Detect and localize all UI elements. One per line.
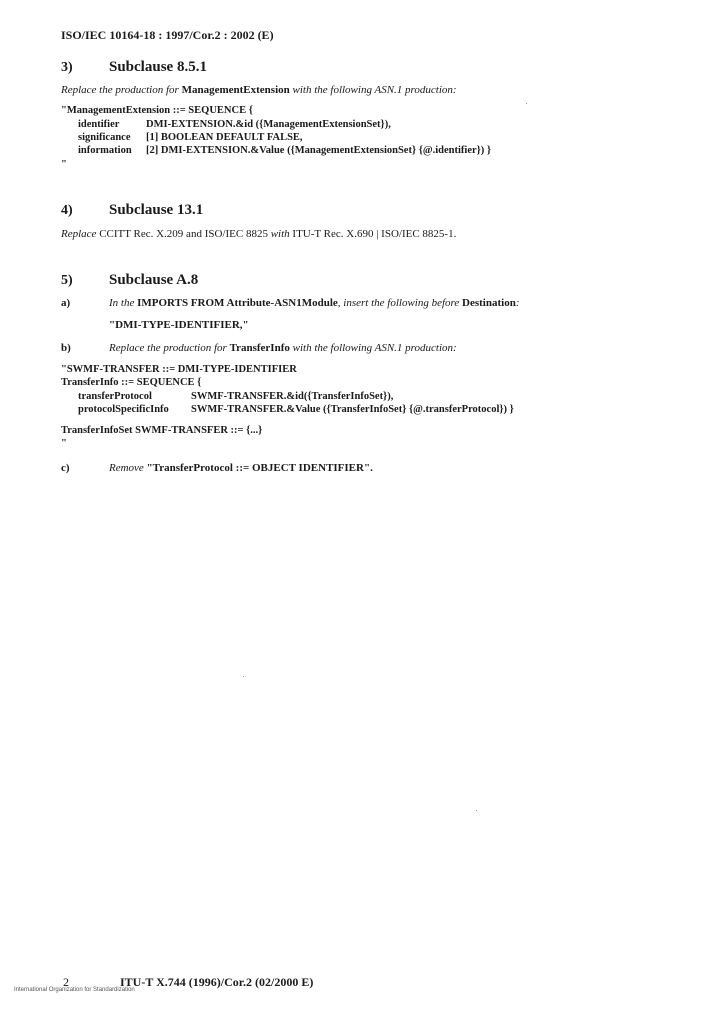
section-3-number: 3) (61, 60, 73, 75)
code-line-key: protocolSpecificInfo (78, 404, 169, 415)
code-line-key: identifier (78, 119, 120, 130)
code-line: "SWMF-TRANSFER ::= DMI-TYPE-IDENTIFIER (61, 364, 297, 375)
section-4-title: Subclause 13.1 (109, 202, 204, 218)
scan-speck (526, 103, 527, 104)
section-4-number: 4) (61, 203, 73, 218)
code-line: TransferInfo ::= SEQUENCE { (61, 377, 202, 388)
scan-speck (476, 810, 477, 811)
page-number: 2 (63, 975, 69, 989)
item-a-insert: "DMI-TYPE-IDENTIFIER," (109, 319, 249, 331)
code-line: TransferInfoSet SWMF-TRANSFER ::= {...} (61, 425, 263, 436)
scan-speck (243, 676, 244, 677)
code-line-key: information (78, 145, 132, 156)
item-b-label: b) (61, 342, 71, 354)
section-3-intro: Replace the production for ManagementExtension with the following ASN.1 production: (61, 84, 457, 96)
document-header: ISO/IEC 10164-18 : 1997/Cor.2 : 2002 (E) (61, 28, 274, 42)
item-b-text: Replace the production for TransferInfo with the following ASN.1 production: (109, 342, 457, 354)
code-line-value: DMI-EXTENSION.&id ({ManagementExtensionSet}), (146, 119, 391, 130)
code-line-value: [1] BOOLEAN DEFAULT FALSE, (146, 132, 303, 143)
item-a-text: In the IMPORTS FROM Attribute-ASN1Module, insert the following before Destination: (109, 297, 520, 309)
section-5-title: Subclause A.8 (109, 272, 199, 288)
code-line: " (61, 159, 67, 170)
footer-title: ITU-T X.744 (1996)/Cor.2 (02/2000 E) (120, 975, 314, 989)
organization-watermark: International Organization for Standardization (14, 987, 135, 993)
code-line: "ManagementExtension ::= SEQUENCE { (61, 105, 253, 116)
code-line-key: significance (78, 132, 131, 143)
code-line-value: [2] DMI-EXTENSION.&Value ({ManagementExtensionSet} {@.identifier}) } (146, 145, 492, 156)
item-c-text: Remove "TransferProtocol ::= OBJECT IDENTIFIER". (109, 462, 373, 474)
section-3-title: Subclause 8.5.1 (109, 59, 207, 75)
item-a-label: a) (61, 297, 71, 309)
item-c-label: c) (61, 462, 70, 474)
code-line-value: SWMF-TRANSFER.&Value ({TransferInfoSet} {@.transferProtocol}) } (191, 404, 514, 415)
code-line-value: SWMF-TRANSFER.&id({TransferInfoSet}), (191, 391, 394, 402)
section-4-text: Replace CCITT Rec. X.209 and ISO/IEC 8825 with ITU-T Rec. X.690 | ISO/IEC 8825-1. (61, 228, 457, 240)
code-line-key: transferProtocol (78, 391, 152, 402)
code-line: " (61, 438, 67, 449)
section-5-number: 5) (61, 273, 73, 288)
